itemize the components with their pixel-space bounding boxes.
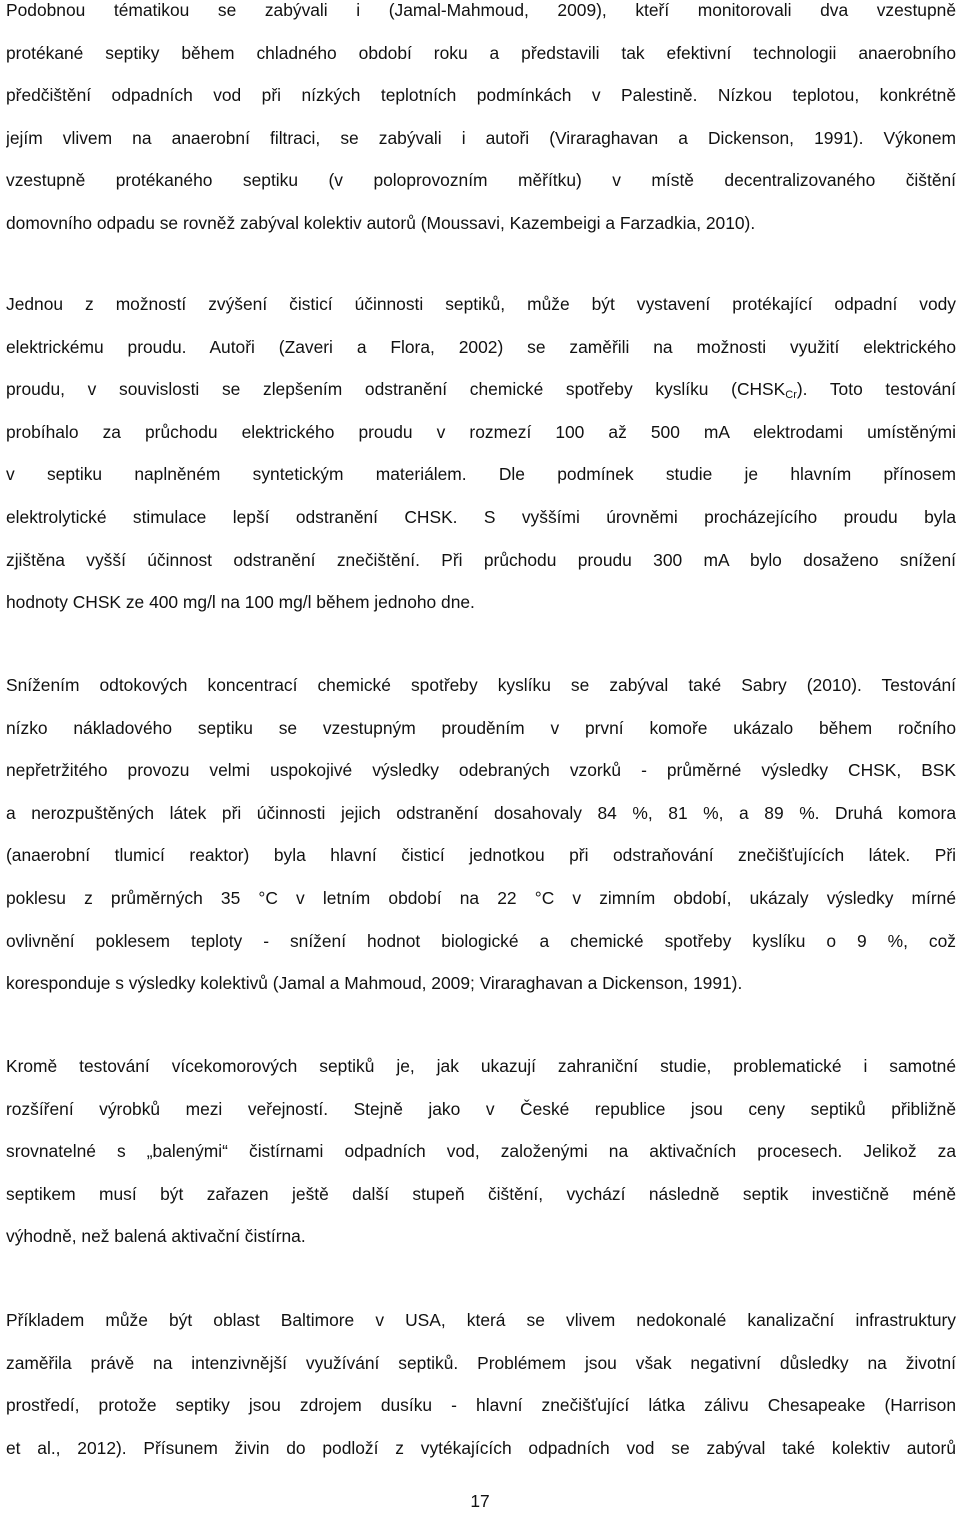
paragraph-line: protékané septiky během chladného období roku a představili tak efektivní technologii anaerobního (6, 42, 956, 63)
paragraph-line: jejím vlivem na anaerobní filtraci, se zabývali i autoři (Viraraghavan a Dickenson, 1991). Výkonem (6, 127, 956, 148)
paragraph-line: (anaerobní tlumicí reaktor) byla hlavní čisticí jednotkou při odstraňování znečišťujících látek. Při (6, 845, 956, 866)
line-text-tail: ). Toto testování (796, 379, 956, 400)
paragraph-4 (6, 1045, 956, 1258)
paragraph-5 (6, 1299, 956, 1469)
paragraph-line: ovlivnění poklesem teploty - snížení hodnot biologické a chemické spotřeby kyslíku o 9 %, což (6, 930, 956, 951)
paragraph-line: Kromě testování vícekomorových septiků je, jak ukazují zahraniční studie, problematické i samotné (6, 1056, 956, 1076)
paragraph-line: Příkladem může být oblast Baltimore v USA, která se vlivem nedokonalé kanalizační infrastruktury (6, 1310, 956, 1330)
paragraph-line-with-subscript (6, 368, 956, 411)
paragraph-line: srovnatelné s „balenými“ čistírnami odpadních vod, založenými na aktivačních procesech. Jelikož za (6, 1141, 956, 1162)
paragraph-line: probíhalo za průchodu elektrického proudu v rozmezí 100 až 500 mA elektrodami umístěnými (6, 421, 956, 442)
page-number: 17 (470, 1491, 490, 1511)
paragraph-3 (6, 664, 956, 1005)
paragraph-line: vzestupně protékaného septiku (v poloprovozním měřítku) v místě decentralizovaného čištění (6, 170, 956, 191)
paragraph-line: nepřetržitého provozu velmi uspokojivé výsledky odebraných vzorků - průměrné výsledky CHSK, BSK (6, 760, 956, 781)
paragraph-line: zjištěna vyšší účinnost odstranění znečištění. Při průchodu proudu 300 mA bylo dosaženo snížení (6, 549, 956, 570)
paragraph-line: elektrolytické stimulace lepší odstranění CHSK. S vyššími úrovněmi procházejícího proudu byla (6, 506, 956, 527)
paragraph-2 (6, 283, 956, 624)
paragraph-line: a nerozpuštěných látek při účinnosti jejich odstranění dosahovaly 84 %, 81 %, a 89 %. Druhá komora (6, 802, 956, 823)
paragraph-line: domovního odpadu se rovněž zabýval kolektiv autorů (Moussavi, Kazembeigi a Farzadkia, 2010). (6, 212, 756, 233)
paragraph-line: rozšíření výrobků mezi veřejností. Stejně jako v České republice jsou ceny septiků přibližně (6, 1098, 956, 1119)
paragraph-line: koresponduje s výsledky kolektivů (Jamal a Mahmoud, 2009; Viraraghavan a Dickenson, 1991). (6, 973, 743, 994)
paragraph-line: poklesu z průměrných 35 °C v letním období na 22 °C v zimním období, ukázaly výsledky mírné (6, 887, 956, 908)
paragraph-line: et al., 2012). Přísunem živin do podloží z vytékajících odpadních vod se zabýval také kolektiv autorů (6, 1437, 956, 1458)
paragraph-line: elektrickému proudu. Autoři (Zaveri a Flora, 2002) se zaměřili na možnosti využití elektrického (6, 336, 956, 357)
paragraph-line: v septiku naplněném syntetickým materiálem. Dle podmínek studie je hlavním přínosem (6, 464, 956, 485)
paragraph-line: hodnoty CHSK ze 400 mg/l na 100 mg/l během jednoho dne. (6, 592, 475, 613)
paragraph-line: septikem musí být zařazen ještě další stupeň čištění, vychází následně septik investičně méně (6, 1183, 956, 1204)
paragraph-line: výhodně, než balená aktivační čistírna. (6, 1226, 306, 1247)
paragraph-1 (6, 0, 956, 245)
line-text: proudu, v souvislosti se zlepšením odstranění chemické spotřeby kyslíku (CHSK (6, 379, 786, 400)
paragraph-line: zaměřila právě na intenzivnější využívání septiků. Problémem jsou však negativní důsledky na životní (6, 1352, 956, 1373)
paragraph-line: předčištění odpadních vod při nízkých teplotních podmínkách v Palestině. Nízkou teplotou, konkrétně (6, 85, 956, 106)
paragraph-line: Podobnou tématikou se zabývali i (Jamal-Mahmoud, 2009), kteří monitorovali dva vzestupně (6, 0, 956, 20)
paragraph-line: nízko nákladového septiku se vzestupným prouděním v první komoře ukázalo během ročního (6, 717, 956, 738)
paragraph-line: prostředí, protože septiky jsou zdrojem dusíku - hlavní znečišťující látka zálivu Chesapeake (Harrison (6, 1395, 956, 1416)
paragraph-line: Snížením odtokových koncentrací chemické spotřeby kyslíku se zabýval také Sabry (2010). Testování (6, 675, 956, 695)
paragraph-line: Jednou z možností zvýšení čisticí účinnosti septiků, může být vystavení protékající odpadní vody (6, 294, 956, 314)
chsk-subscript: Cr (785, 389, 797, 402)
